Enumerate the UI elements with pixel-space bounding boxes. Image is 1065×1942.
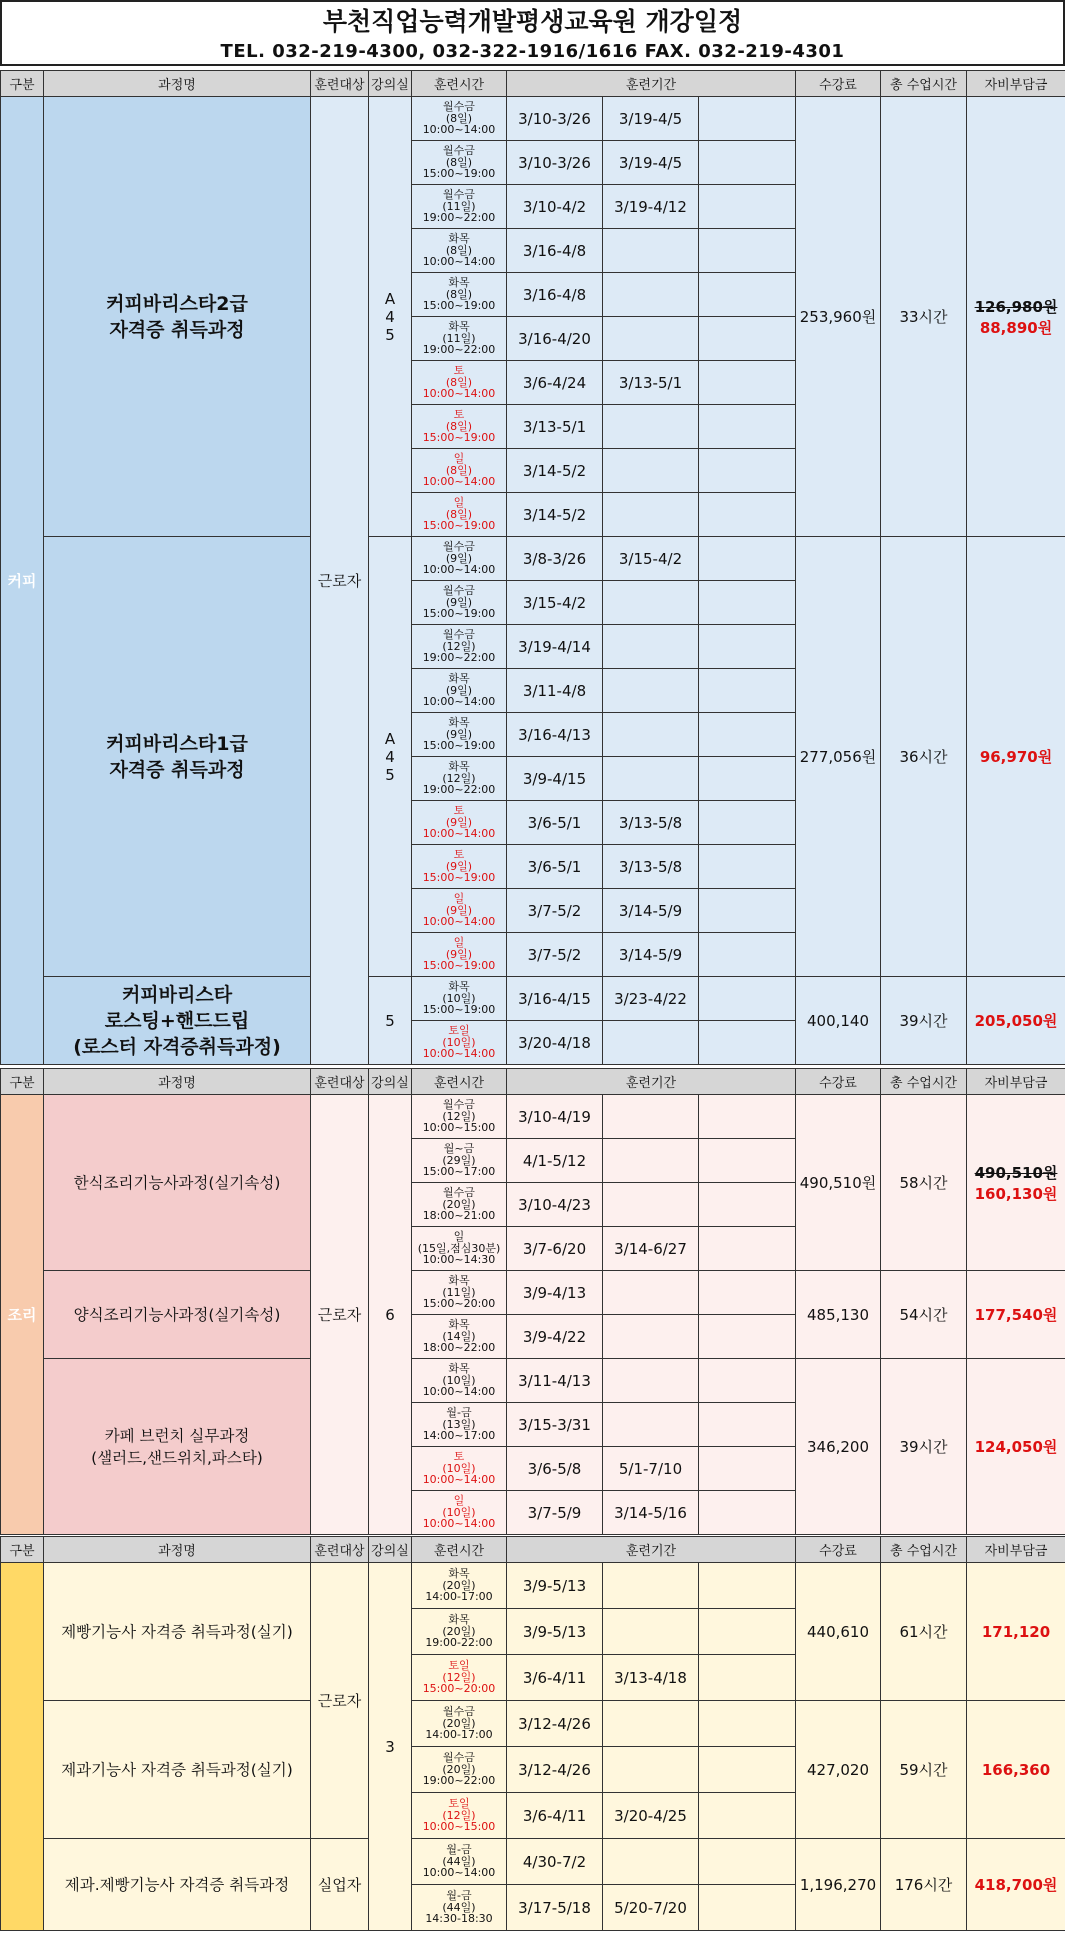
- header-row: [1, 1537, 1065, 1563]
- time-cell: 월수금 (12일) 19:00~22:00: [412, 625, 507, 669]
- room-cell: A 4 5: [369, 537, 412, 977]
- period-3: [699, 537, 796, 581]
- fee-cell: 277,056원: [796, 537, 881, 977]
- self-pay-cell: 205,050원: [967, 977, 1065, 1065]
- col-target: 훈련대상: [311, 1537, 369, 1563]
- t2-schedule-table: [0, 1068, 1065, 1535]
- period-3: [699, 757, 796, 801]
- period-3: [699, 933, 796, 977]
- time-cell: 화목 (9일) 10:00~14:00: [412, 669, 507, 713]
- col-category: 구분: [1, 1537, 44, 1563]
- hours-cell: 39시간: [881, 977, 967, 1065]
- period-1: 3/9-4/22: [507, 1315, 603, 1359]
- col-course-name: 과정명: [44, 1069, 311, 1095]
- period-2: 3/13-4/18: [603, 1655, 699, 1701]
- hours-cell: 36시간: [881, 537, 967, 977]
- period-2: [603, 1271, 699, 1315]
- time-cell: 토 (9일) 15:00~19:00: [412, 845, 507, 889]
- period-2: [603, 1609, 699, 1655]
- time-cell: 월수금 (20일) 19:00~22:00: [412, 1747, 507, 1793]
- period-1: 3/6-5/1: [507, 801, 603, 845]
- col-self-pay: 자비부담금: [967, 1069, 1065, 1095]
- time-cell: 토일 (10일) 10:00~14:00: [412, 1021, 507, 1065]
- time-cell: 화목 (11일) 19:00~22:00: [412, 317, 507, 361]
- time-cell: 화목 (20일) 19:00-22:00: [412, 1609, 507, 1655]
- period-1: 3/16-4/15: [507, 977, 603, 1021]
- col-self-pay: 자비부담금: [967, 1537, 1065, 1563]
- period-3: [699, 449, 796, 493]
- col-fee: 수강료: [796, 71, 881, 97]
- course-name: 양식조리기능사과정(실기속성): [44, 1271, 311, 1359]
- period-3: [699, 1359, 796, 1403]
- period-2: 3/13-5/8: [603, 845, 699, 889]
- period-3: [699, 1747, 796, 1793]
- period-3: [699, 317, 796, 361]
- self-pay-cell: [967, 97, 1065, 537]
- period-1: 3/19-4/14: [507, 625, 603, 669]
- period-1: 3/10-4/23: [507, 1183, 603, 1227]
- period-3: [699, 669, 796, 713]
- period-1: 3/16-4/20: [507, 317, 603, 361]
- time-cell: 일 (9일) 15:00~19:00: [412, 933, 507, 977]
- period-1: 3/17-5/18: [507, 1885, 603, 1931]
- col-room: 강의실: [369, 1537, 412, 1563]
- schedule-row: [1, 1271, 1065, 1315]
- period-3: [699, 229, 796, 273]
- target-cell: 근로자: [311, 1095, 369, 1535]
- period-1: 3/10-4/19: [507, 1095, 603, 1139]
- period-2: 3/15-4/2: [603, 537, 699, 581]
- period-2: [603, 1139, 699, 1183]
- time-cell: 월수금 (12일) 10:00~15:00: [412, 1095, 507, 1139]
- period-3: [699, 1701, 796, 1747]
- room-cell: 6: [369, 1095, 412, 1535]
- period-3: [699, 1021, 796, 1065]
- time-cell: 월-금 (13일) 14:00~17:00: [412, 1403, 507, 1447]
- period-3: [699, 1563, 796, 1609]
- period-3: [699, 185, 796, 229]
- period-2: 3/20-4/25: [603, 1793, 699, 1839]
- category-cell: 조리: [1, 1095, 44, 1535]
- fee-cell: 427,020: [796, 1701, 881, 1839]
- col-time: 훈련시간: [412, 1537, 507, 1563]
- period-1: 3/7-5/2: [507, 933, 603, 977]
- hours-cell: 39시간: [881, 1359, 967, 1535]
- period-2: 3/14-5/16: [603, 1491, 699, 1535]
- col-hours: 총 수업시간: [881, 1537, 967, 1563]
- period-1: 3/10-3/26: [507, 97, 603, 141]
- schedule-row: [1, 1839, 1065, 1885]
- self-pay-cell: 124,050원: [967, 1359, 1065, 1535]
- period-1: 3/6-4/24: [507, 361, 603, 405]
- hours-cell: 176시간: [881, 1839, 967, 1931]
- page-header: [0, 0, 1065, 66]
- period-1: 3/9-5/13: [507, 1609, 603, 1655]
- period-1: 3/14-5/2: [507, 493, 603, 537]
- period-3: [699, 97, 796, 141]
- time-cell: 일 (9일) 10:00~14:00: [412, 889, 507, 933]
- period-1: 3/8-3/26: [507, 537, 603, 581]
- period-1: 3/15-4/2: [507, 581, 603, 625]
- time-cell: 일 (8일) 10:00~14:00: [412, 449, 507, 493]
- fee-cell: 253,960원: [796, 97, 881, 537]
- period-2: [603, 273, 699, 317]
- schedule-row: [1, 1563, 1065, 1609]
- period-1: 3/10-3/26: [507, 141, 603, 185]
- period-3: [699, 1271, 796, 1315]
- hours-cell: 54시간: [881, 1271, 967, 1359]
- schedule-row: [1, 1701, 1065, 1747]
- contact-info: TEL. 032-219-4300, 032-322-1916/1616 FAX. 032-219-4301: [220, 41, 845, 62]
- period-3: [699, 713, 796, 757]
- period-1: 4/1-5/12: [507, 1139, 603, 1183]
- time-cell: 월수금 (9일) 10:00~14:00: [412, 537, 507, 581]
- time-cell: 화목 (10일) 15:00~19:00: [412, 977, 507, 1021]
- page-title: 부천직업능력개발평생교육원 개강일정: [322, 7, 743, 36]
- self-pay-discounted: 160,130원: [974, 1184, 1058, 1203]
- t3-schedule-table: [0, 1536, 1065, 1931]
- self-pay-discounted: 88,890원: [979, 318, 1053, 337]
- period-2: [603, 1183, 699, 1227]
- period-3: [699, 1095, 796, 1139]
- period-1: 3/20-4/18: [507, 1021, 603, 1065]
- time-cell: 화목 (8일) 10:00~14:00: [412, 229, 507, 273]
- period-2: [603, 1095, 699, 1139]
- time-cell: 월수금 (20일) 14:00-17:00: [412, 1701, 507, 1747]
- period-2: 3/13-5/1: [603, 361, 699, 405]
- period-3: [699, 1885, 796, 1931]
- period-1: 3/7-5/2: [507, 889, 603, 933]
- course-name: 한식조리기능사과정(실기속성): [44, 1095, 311, 1271]
- period-3: [699, 977, 796, 1021]
- period-1: 3/15-3/31: [507, 1403, 603, 1447]
- period-3: [699, 801, 796, 845]
- period-1: 3/14-5/2: [507, 449, 603, 493]
- time-cell: 화목 (10일) 10:00~14:00: [412, 1359, 507, 1403]
- course-name: 제과기능사 자격증 취득과정(실기): [44, 1701, 311, 1839]
- period-1: 4/30-7/2: [507, 1839, 603, 1885]
- self-pay-original: 126,980원: [974, 297, 1058, 316]
- time-cell: 일 (10일) 10:00~14:00: [412, 1491, 507, 1535]
- course-name: 커피바리스타 로스팅+핸드드립 (로스터 자격증취득과정): [44, 977, 311, 1065]
- col-target: 훈련대상: [311, 71, 369, 97]
- period-1: 3/16-4/8: [507, 229, 603, 273]
- period-2: [603, 1563, 699, 1609]
- self-pay-cell: [967, 1095, 1065, 1271]
- period-1: 3/13-5/1: [507, 405, 603, 449]
- fee-cell: 490,510원: [796, 1095, 881, 1271]
- period-2: [603, 449, 699, 493]
- period-1: 3/16-4/8: [507, 273, 603, 317]
- time-cell: 월수금 (20일) 18:00~21:00: [412, 1183, 507, 1227]
- period-1: 3/6-4/11: [507, 1793, 603, 1839]
- col-time: 훈련시간: [412, 71, 507, 97]
- period-3: [699, 581, 796, 625]
- period-2: 5/20-7/20: [603, 1885, 699, 1931]
- time-cell: 화목 (8일) 15:00~19:00: [412, 273, 507, 317]
- period-1: 3/11-4/13: [507, 1359, 603, 1403]
- period-1: 3/7-6/20: [507, 1227, 603, 1271]
- period-1: 3/9-5/13: [507, 1563, 603, 1609]
- hours-cell: 61시간: [881, 1563, 967, 1701]
- target-cell: 근로자: [311, 1563, 369, 1839]
- time-cell: 월수금 (11일) 19:00~22:00: [412, 185, 507, 229]
- room-cell: A 4 5: [369, 97, 412, 537]
- period-2: [603, 1315, 699, 1359]
- period-3: [699, 1227, 796, 1271]
- period-2: [603, 493, 699, 537]
- period-3: [699, 1793, 796, 1839]
- self-pay-original: 490,510원: [974, 1163, 1058, 1182]
- period-2: [603, 317, 699, 361]
- room-cell: 5: [369, 977, 412, 1065]
- schedule-row: [1, 1359, 1065, 1403]
- period-2: [603, 1403, 699, 1447]
- col-target: 훈련대상: [311, 1069, 369, 1095]
- col-hours: 총 수업시간: [881, 1069, 967, 1095]
- fee-cell: 400,140: [796, 977, 881, 1065]
- period-2: [603, 1359, 699, 1403]
- col-course-name: 과정명: [44, 71, 311, 97]
- col-category: 구분: [1, 71, 44, 97]
- time-cell: 월수금 (8일) 15:00~19:00: [412, 141, 507, 185]
- time-cell: 화목 (11일) 15:00~20:00: [412, 1271, 507, 1315]
- time-cell: 토 (8일) 10:00~14:00: [412, 361, 507, 405]
- self-pay-cell: 171,120: [967, 1563, 1065, 1701]
- period-1: 3/9-4/15: [507, 757, 603, 801]
- time-cell: 월수금 (8일) 10:00~14:00: [412, 97, 507, 141]
- time-cell: 토 (8일) 15:00~19:00: [412, 405, 507, 449]
- period-2: [603, 581, 699, 625]
- time-cell: 토일 (12일) 10:00~15:00: [412, 1793, 507, 1839]
- period-2: 3/19-4/5: [603, 141, 699, 185]
- col-course-name: 과정명: [44, 1537, 311, 1563]
- period-2: [603, 1701, 699, 1747]
- period-3: [699, 1403, 796, 1447]
- period-1: 3/7-5/9: [507, 1491, 603, 1535]
- col-fee: 수강료: [796, 1069, 881, 1095]
- course-name: 커피바리스타1급 자격증 취득과정: [44, 537, 311, 977]
- fee-cell: 485,130: [796, 1271, 881, 1359]
- col-category: 구분: [1, 1069, 44, 1095]
- self-pay-cell: 418,700원: [967, 1839, 1065, 1931]
- period-3: [699, 1655, 796, 1701]
- period-2: 3/19-4/12: [603, 185, 699, 229]
- period-2: 3/14-5/9: [603, 933, 699, 977]
- period-3: [699, 1447, 796, 1491]
- time-cell: 토 (9일) 10:00~14:00: [412, 801, 507, 845]
- time-cell: 월-금 (44일) 10:00~14:00: [412, 1839, 507, 1885]
- time-cell: 월~금 (29일) 15:00~17:00: [412, 1139, 507, 1183]
- time-cell: 토일 (12일) 15:00~20:00: [412, 1655, 507, 1701]
- period-2: 3/23-4/22: [603, 977, 699, 1021]
- period-3: [699, 1315, 796, 1359]
- col-period: 훈련기간: [507, 1537, 796, 1563]
- self-pay-cell: 96,970원: [967, 537, 1065, 977]
- period-3: [699, 141, 796, 185]
- room-cell: 3: [369, 1563, 412, 1931]
- col-period: 훈련기간: [507, 71, 796, 97]
- target-cell: 실업자: [311, 1839, 369, 1931]
- period-2: [603, 1839, 699, 1885]
- time-cell: 월-금 (44일) 14:30-18:30: [412, 1885, 507, 1931]
- col-time: 훈련시간: [412, 1069, 507, 1095]
- schedule-row: [1, 977, 1065, 1021]
- period-2: [603, 625, 699, 669]
- period-2: [603, 1747, 699, 1793]
- header-row: [1, 71, 1065, 97]
- fee-cell: 440,610: [796, 1563, 881, 1701]
- period-2: [603, 405, 699, 449]
- period-2: [603, 757, 699, 801]
- period-1: 3/6-5/1: [507, 845, 603, 889]
- hours-cell: 33시간: [881, 97, 967, 537]
- time-cell: 화목 (20일) 14:00-17:00: [412, 1563, 507, 1609]
- col-hours: 총 수업시간: [881, 71, 967, 97]
- col-room: 강의실: [369, 1069, 412, 1095]
- period-2: 3/14-5/9: [603, 889, 699, 933]
- period-1: 3/10-4/2: [507, 185, 603, 229]
- hours-cell: 59시간: [881, 1701, 967, 1839]
- period-1: 3/12-4/26: [507, 1747, 603, 1793]
- period-1: 3/16-4/13: [507, 713, 603, 757]
- period-2: 3/14-6/27: [603, 1227, 699, 1271]
- fee-cell: 1,196,270: [796, 1839, 881, 1931]
- period-1: 3/9-4/13: [507, 1271, 603, 1315]
- period-2: 5/1-7/10: [603, 1447, 699, 1491]
- period-3: [699, 361, 796, 405]
- time-cell: 일 (8일) 15:00~19:00: [412, 493, 507, 537]
- target-cell: 근로자: [311, 97, 369, 1065]
- self-pay-cell: 166,360: [967, 1701, 1065, 1839]
- time-cell: 화목 (9일) 15:00~19:00: [412, 713, 507, 757]
- time-cell: 월수금 (9일) 15:00~19:00: [412, 581, 507, 625]
- time-cell: 일 (15일,점심30분) 10:00~14:30: [412, 1227, 507, 1271]
- col-period: 훈련기간: [507, 1069, 796, 1095]
- period-1: 3/12-4/26: [507, 1701, 603, 1747]
- schedule-row: [1, 537, 1065, 581]
- time-cell: 화목 (14일) 18:00~22:00: [412, 1315, 507, 1359]
- t1-schedule-table: [0, 70, 1065, 1065]
- col-self-pay: 자비부담금: [967, 71, 1065, 97]
- period-3: [699, 889, 796, 933]
- header-row: [1, 1069, 1065, 1095]
- period-2: 3/13-5/8: [603, 801, 699, 845]
- time-cell: 화목 (12일) 19:00~22:00: [412, 757, 507, 801]
- period-3: [699, 1139, 796, 1183]
- hours-cell: 58시간: [881, 1095, 967, 1271]
- period-3: [699, 273, 796, 317]
- period-2: 3/19-4/5: [603, 97, 699, 141]
- period-2: [603, 669, 699, 713]
- course-name: 커피바리스타2급 자격증 취득과정: [44, 97, 311, 537]
- period-1: 3/11-4/8: [507, 669, 603, 713]
- period-3: [699, 1183, 796, 1227]
- period-1: 3/6-5/8: [507, 1447, 603, 1491]
- col-fee: 수강료: [796, 1537, 881, 1563]
- col-room: 강의실: [369, 71, 412, 97]
- period-3: [699, 1491, 796, 1535]
- category-cell: 커피: [1, 97, 44, 1065]
- period-3: [699, 625, 796, 669]
- course-name: 카페 브런치 실무과정 (샐러드,샌드위치,파스타): [44, 1359, 311, 1535]
- period-3: [699, 405, 796, 449]
- schedule-row: [1, 97, 1065, 141]
- period-3: [699, 1839, 796, 1885]
- period-3: [699, 1609, 796, 1655]
- period-2: [603, 713, 699, 757]
- period-2: [603, 229, 699, 273]
- time-cell: 토 (10일) 10:00~14:00: [412, 1447, 507, 1491]
- period-3: [699, 493, 796, 537]
- self-pay-cell: 177,540원: [967, 1271, 1065, 1359]
- period-1: 3/6-4/11: [507, 1655, 603, 1701]
- fee-cell: 346,200: [796, 1359, 881, 1535]
- period-2: [603, 1021, 699, 1065]
- period-3: [699, 845, 796, 889]
- schedule-row: [1, 1095, 1065, 1139]
- course-name: 제과.제빵기능사 자격증 취득과정: [44, 1839, 311, 1931]
- course-name: 제빵기능사 자격증 취득과정(실기): [44, 1563, 311, 1701]
- category-cell: [1, 1563, 44, 1931]
